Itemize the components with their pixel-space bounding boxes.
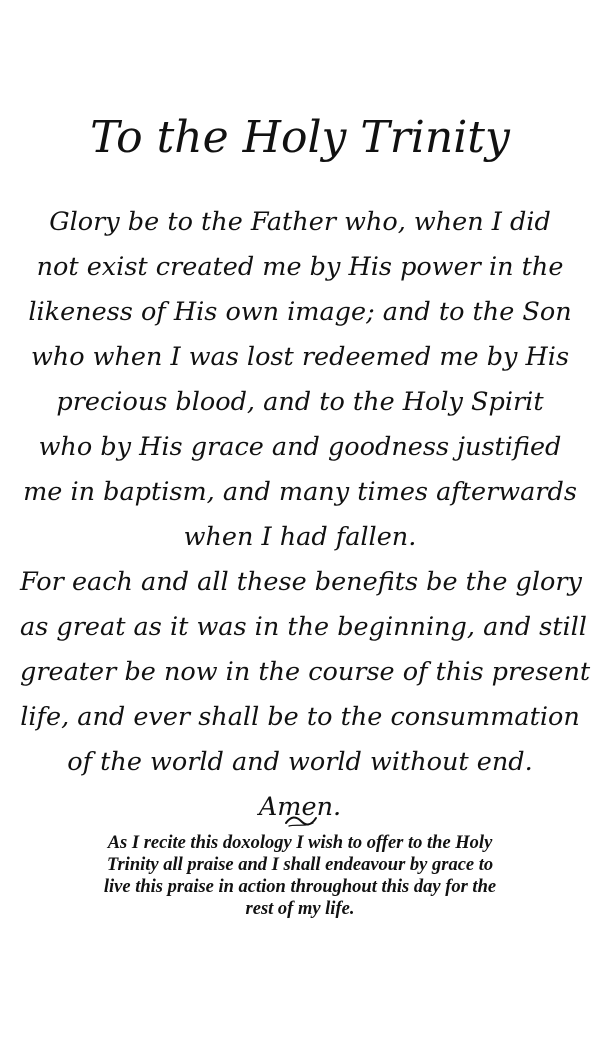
prayer-line: likeness of His own image; and to the Son	[28, 297, 572, 327]
page-title: To the Holy Trinity	[90, 112, 510, 163]
prayer-line: who by His grace and goodness justified	[38, 432, 562, 462]
swash-flourish-icon	[283, 812, 319, 830]
note-line: As I recite this doxology I wish to offer to the Holy	[107, 833, 493, 853]
prayer-line: who when I was lost redeemed me by His	[30, 342, 570, 372]
prayer-line: Glory be to the Father who, when I did	[49, 207, 551, 237]
prayer-line: life, and ever shall be to the consummation	[20, 702, 580, 732]
note-line: live this praise in action throughout this day for the	[103, 877, 497, 897]
prayer-line: precious blood, and to the Holy Spirit	[56, 387, 544, 417]
prayer-amen: Amen.	[258, 792, 342, 822]
prayer-text	[20, 200, 591, 830]
note-line: rest of my life.	[245, 899, 355, 919]
prayer-line: greater be now in the course of this present	[20, 657, 591, 687]
note-line: Trinity all praise and I shall endeavour by grace to	[106, 855, 494, 875]
prayer-line: not exist created me by His power in the	[36, 252, 564, 282]
prayer-line: me in baptism, and many times afterwards	[23, 477, 577, 507]
prayer-line: when I had fallen.	[183, 522, 417, 552]
doxology-note	[40, 832, 560, 920]
prayer-line: of the world and world without end.	[67, 747, 533, 777]
prayer-line: as great as it was in the beginning, and still	[20, 612, 587, 642]
prayer-line: For each and all these benefits be the glory	[20, 567, 582, 597]
